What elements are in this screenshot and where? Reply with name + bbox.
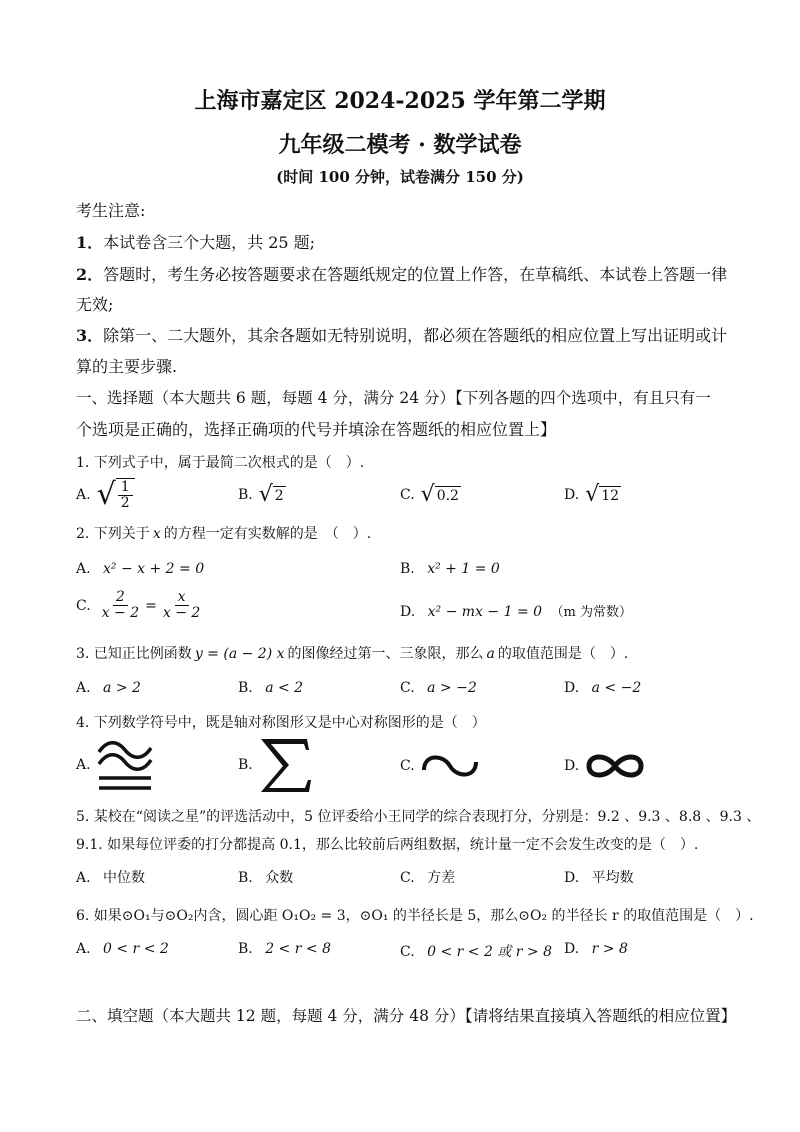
option-label: B.: [238, 941, 253, 957]
option-label: D.: [400, 604, 416, 620]
question-2-stem: 2. 下列关于 x 的方程一定有实数解的是 （ ）.: [76, 526, 372, 542]
q2-option-a[interactable]: [76, 561, 204, 577]
radical-sign-icon: √: [96, 476, 116, 512]
infinity-symbol-icon: [583, 748, 647, 784]
option-expression: x² − mx − 1 = 0: [427, 604, 543, 620]
q1-option-b[interactable]: [238, 484, 286, 506]
q6-option-a[interactable]: [76, 941, 169, 957]
option-label: B.: [238, 680, 253, 696]
question-4-stem: 4. 下列数学符号中，既是轴对称图形又是中心对称图形的是（ ）: [76, 715, 486, 731]
time-note: (时间 100 分钟，试卷满分 150 分): [276, 168, 524, 186]
sigma-symbol-icon: [257, 736, 313, 794]
q4-option-a[interactable]: [76, 738, 155, 792]
option-label: B.: [238, 757, 253, 773]
function-expression: y = (a − 2) x: [194, 646, 285, 662]
option-text: 中位数: [103, 870, 146, 886]
note-item-2: [76, 262, 727, 285]
option-expression: r > 8: [591, 941, 628, 957]
sqrt-expression: √ 0.2: [420, 482, 459, 507]
radical-sign-icon: √: [420, 482, 435, 507]
option-label: C.: [400, 680, 415, 696]
tilde-symbol-icon: [419, 746, 481, 786]
option-expression: x² + 1 = 0: [427, 561, 500, 577]
q4-option-d[interactable]: [564, 748, 647, 784]
fraction: $\frac{1}{2}$: [118, 480, 133, 512]
notes-heading: 考生注意:: [76, 201, 146, 220]
option-text: 众数: [265, 870, 294, 886]
exam-subtitle: 九年级二模考 · 数学试卷: [278, 132, 522, 158]
option-label: B.: [238, 487, 253, 503]
option-text: 方差: [427, 870, 456, 886]
option-expression: 2 < r < 8: [265, 941, 331, 957]
section2-heading: 二、填空题（本大题共 12 题，每题 4 分，满分 48 分）【请将结果直接填入答题纸的相应位置】: [76, 1007, 737, 1025]
note-item-1-number: 1．: [76, 233, 104, 252]
question-6-stem: 6. 如果⊙O₁与⊙O₂内含，圆心距 O₁O₂ = 3，⊙O₁ 的半径长是 5，那么⊙O₂ 的半径长 r 的取值范围是（ ）.: [76, 908, 754, 924]
option-label: D.: [564, 870, 580, 886]
note-item-3-cont: 算的主要步骤.: [76, 357, 178, 376]
note-item-2-number: 2．: [76, 265, 104, 284]
option-label: C.: [400, 944, 415, 960]
q3-option-d[interactable]: [564, 680, 641, 696]
option-expression: 0 < r < 2: [103, 941, 169, 957]
q3-option-b[interactable]: [238, 680, 303, 696]
option-label: A.: [76, 757, 91, 773]
option-label: A.: [76, 941, 91, 957]
option-label: A.: [76, 680, 91, 696]
option-label: C.: [400, 758, 415, 774]
variable-a: a: [486, 646, 495, 662]
option-expression: a < 2: [265, 680, 304, 696]
variable-x: x: [152, 526, 161, 542]
q5-option-a[interactable]: [76, 867, 145, 887]
note-item-1-text: 本试卷含三个大题，共 25 题;: [103, 233, 316, 252]
note-item-2-cont: 无效;: [76, 295, 114, 314]
q2-option-d[interactable]: [400, 601, 632, 620]
note-item-3-text: 除第一、二大题外，其余各题如无特别说明，都必须在答题纸的相应位置上写出证明或计: [103, 326, 728, 345]
q6-option-d[interactable]: [564, 941, 628, 957]
q3-option-c[interactable]: [400, 680, 477, 696]
option-label: A.: [76, 561, 91, 577]
q2-option-c[interactable]: C. $\frac{2}{x - 2}$ = $\frac{x}{x - 2}$: [76, 590, 203, 622]
option-label: A.: [76, 870, 91, 886]
note-item-3-number: 3．: [76, 326, 104, 345]
option-label: C.: [76, 597, 91, 614]
question-1-stem: 1. 下列式子中，属于最简二次根式的是（ ）.: [76, 455, 365, 471]
option-note: （m 为常数）: [550, 605, 632, 620]
q5-option-b[interactable]: [238, 867, 293, 887]
option-label: D.: [564, 680, 580, 696]
option-label: A.: [76, 486, 91, 503]
q5-option-d[interactable]: [564, 867, 634, 887]
option-label: D.: [564, 758, 580, 774]
fraction-left: $\frac{2}{x - 2}$: [101, 589, 140, 622]
option-label: B.: [400, 561, 415, 577]
radical-sign-icon: √: [258, 482, 273, 507]
option-label: D.: [564, 941, 580, 957]
section1-heading: 一、选择题（本大题共 6 题，每题 4 分，满分 24 分）【下列各题的四个选项中，有且只有一: [76, 389, 711, 407]
option-label: C.: [400, 870, 415, 886]
note-item-2-text: 答题时，考生务必按答题要求在答题纸规定的位置上作答，在草稿纸、本试卷上答题一律: [103, 265, 728, 284]
option-label: C.: [400, 487, 415, 503]
option-label: B.: [238, 870, 253, 886]
option-expression: a > −2: [427, 680, 477, 696]
q4-option-c[interactable]: [400, 746, 481, 786]
question-5-stem: 5. 某校在“阅读之星”的评选活动中，5 位评委给小王同学的综合表现打分，分别是：9.2 、9.3 、8.8 、9.3 、: [76, 809, 761, 825]
option-label: D.: [564, 487, 580, 503]
note-item-1: [76, 230, 315, 253]
question-3-stem: 3. 已知正比例函数 y = (a − 2) x 的图像经过第一、三象限，那么 a 的取值范围是（ ）.: [76, 646, 629, 662]
q2-option-b[interactable]: [400, 561, 500, 577]
q3-option-a[interactable]: [76, 680, 141, 696]
q1-option-a[interactable]: [76, 478, 135, 512]
q6-option-b[interactable]: [238, 941, 331, 957]
option-text: 平均数: [591, 870, 634, 886]
option-expression: x² − x + 2 = 0: [103, 561, 205, 577]
option-expression: a > 2: [103, 680, 141, 696]
sqrt-expression: [97, 478, 135, 512]
q4-option-b[interactable]: [238, 736, 313, 794]
option-expression: a < −2: [591, 680, 642, 696]
note-item-3: [76, 323, 727, 346]
radical-sign-icon: √: [585, 482, 600, 507]
q5-option-c[interactable]: [400, 867, 455, 887]
q6-option-c[interactable]: [400, 941, 552, 961]
approx-equal-symbol-icon: [95, 738, 155, 792]
exam-title: 上海市嘉定区 2024-2025 学年第二学期: [194, 88, 606, 114]
q1-option-d[interactable]: [564, 484, 621, 506]
sqrt-expression: √ 12: [585, 482, 620, 507]
q1-option-c[interactable]: [400, 484, 461, 506]
question-5-stem-cont: 9.1. 如果每位评委的打分都提高 0.1，那么比较前后两组数据，统计量一定不会发生改变的是（ ）.: [76, 837, 699, 853]
section1-heading-cont: 个选项是正确的，选择正确项的代号并填涂在答题纸的相应位置上】: [76, 420, 557, 439]
sqrt-expression: √ 2: [258, 482, 284, 507]
fraction-right: $\frac{x}{x - 2}$: [162, 589, 201, 622]
option-expression: 0 < r < 2 或 r > 8: [427, 944, 553, 960]
